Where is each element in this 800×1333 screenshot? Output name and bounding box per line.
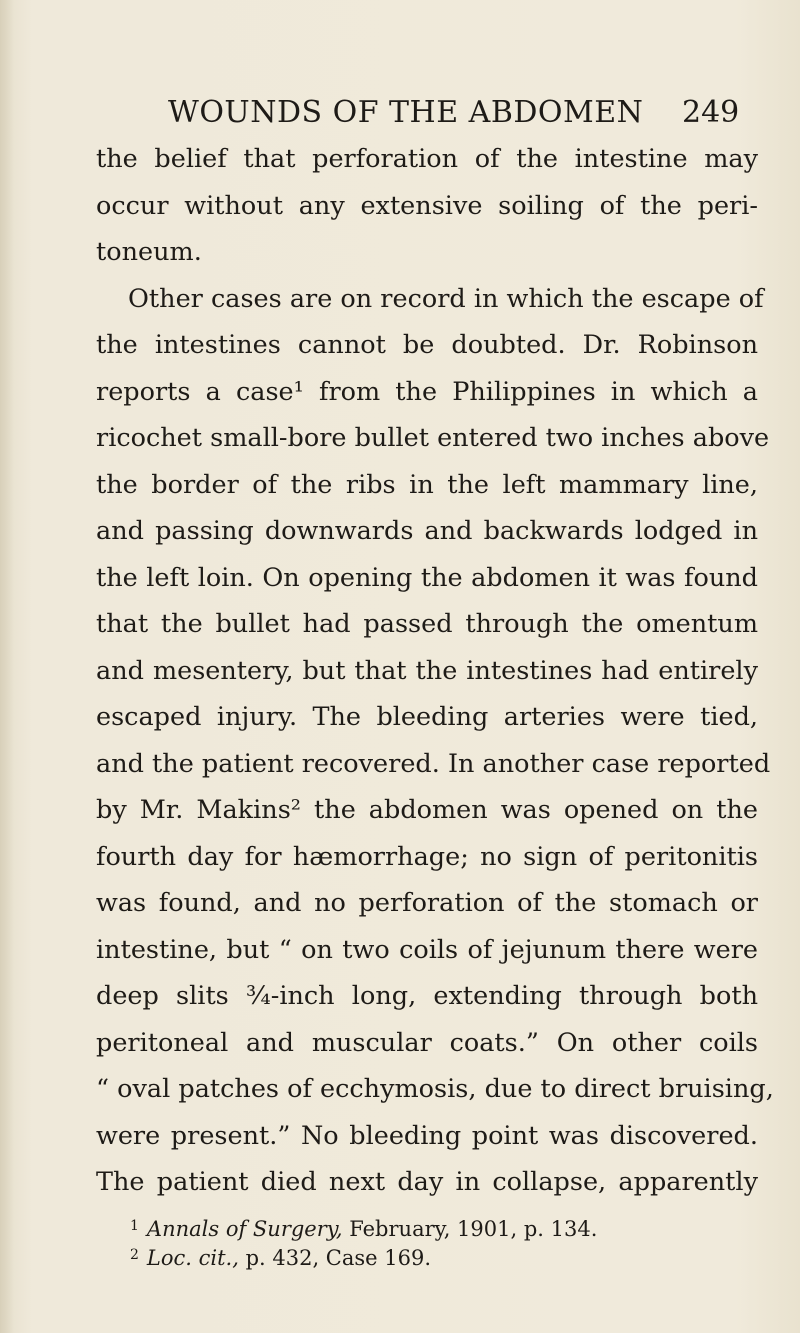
footnote-marker: 2 xyxy=(130,1247,139,1263)
text-line: the intestines cannot be doubted. Dr. Robinson xyxy=(96,330,758,360)
text-line: the border of the ribs in the left mammary line, xyxy=(96,469,758,500)
running-head: WOUNDS OF THE ABDOMEN xyxy=(168,95,644,130)
text-line: the belief that perforation of the intestine may xyxy=(96,144,758,174)
footnote-source-title: Loc. cit., xyxy=(146,1246,239,1270)
text-line: that the bullet had passed through the omentum xyxy=(96,609,758,639)
page-number: 249 xyxy=(682,95,740,130)
footnote xyxy=(130,1242,690,1271)
text-line: occur without any extensive soiling of the peri- xyxy=(96,190,758,221)
text-line: toneum. xyxy=(96,237,202,267)
text-line: escaped injury. The bleeding arteries were tied, xyxy=(96,702,758,732)
text-line: and passing downwards and backwards lodged in xyxy=(96,516,758,546)
footnote-source-title: Annals of Surgery, xyxy=(146,1217,343,1241)
text-line: and the patient recovered. In another case reported xyxy=(96,748,771,779)
text-line: ricochet small-bore bullet entered two inches above xyxy=(96,423,770,453)
footnote-citation: p. 432, Case 169. xyxy=(238,1246,432,1270)
page-gutter-shadow xyxy=(0,0,14,1333)
text-line: intestine, but “ on two coils of jejunum there were xyxy=(96,934,758,965)
text-line: the left loin. On opening the abdomen it was found xyxy=(96,562,758,593)
text-line: deep slits ¾-inch long, extending through both xyxy=(96,981,758,1011)
text-line: and mesentery, but that the intestines had entirely xyxy=(96,655,758,686)
text-line: was found, and no perforation of the stomach or xyxy=(96,888,758,918)
footnote-citation: February, 1901, p. 134. xyxy=(342,1217,598,1241)
text-line: reports a case¹ from the Philippines in which a xyxy=(96,376,758,407)
paragraph-start-line: Other cases are on record in which the escape of xyxy=(128,283,764,314)
footnote-marker: 1 xyxy=(130,1218,139,1234)
footnote xyxy=(130,1213,690,1242)
body-text xyxy=(96,136,774,1206)
text-line: “ oval patches of ecchymosis, due to direct bruising, xyxy=(96,1074,774,1104)
text-line: The patient died next day in collapse, apparently xyxy=(96,1167,758,1197)
text-line: peritoneal and muscular coats.” On other coils xyxy=(96,1027,758,1058)
text-line: were present.” No bleeding point was discovered. xyxy=(96,1120,758,1151)
text-line: fourth day for hæmorrhage; no sign of peritonitis xyxy=(96,841,758,872)
footnotes xyxy=(130,1213,690,1271)
text-line: by Mr. Makins² the abdomen was opened on the xyxy=(96,795,758,825)
